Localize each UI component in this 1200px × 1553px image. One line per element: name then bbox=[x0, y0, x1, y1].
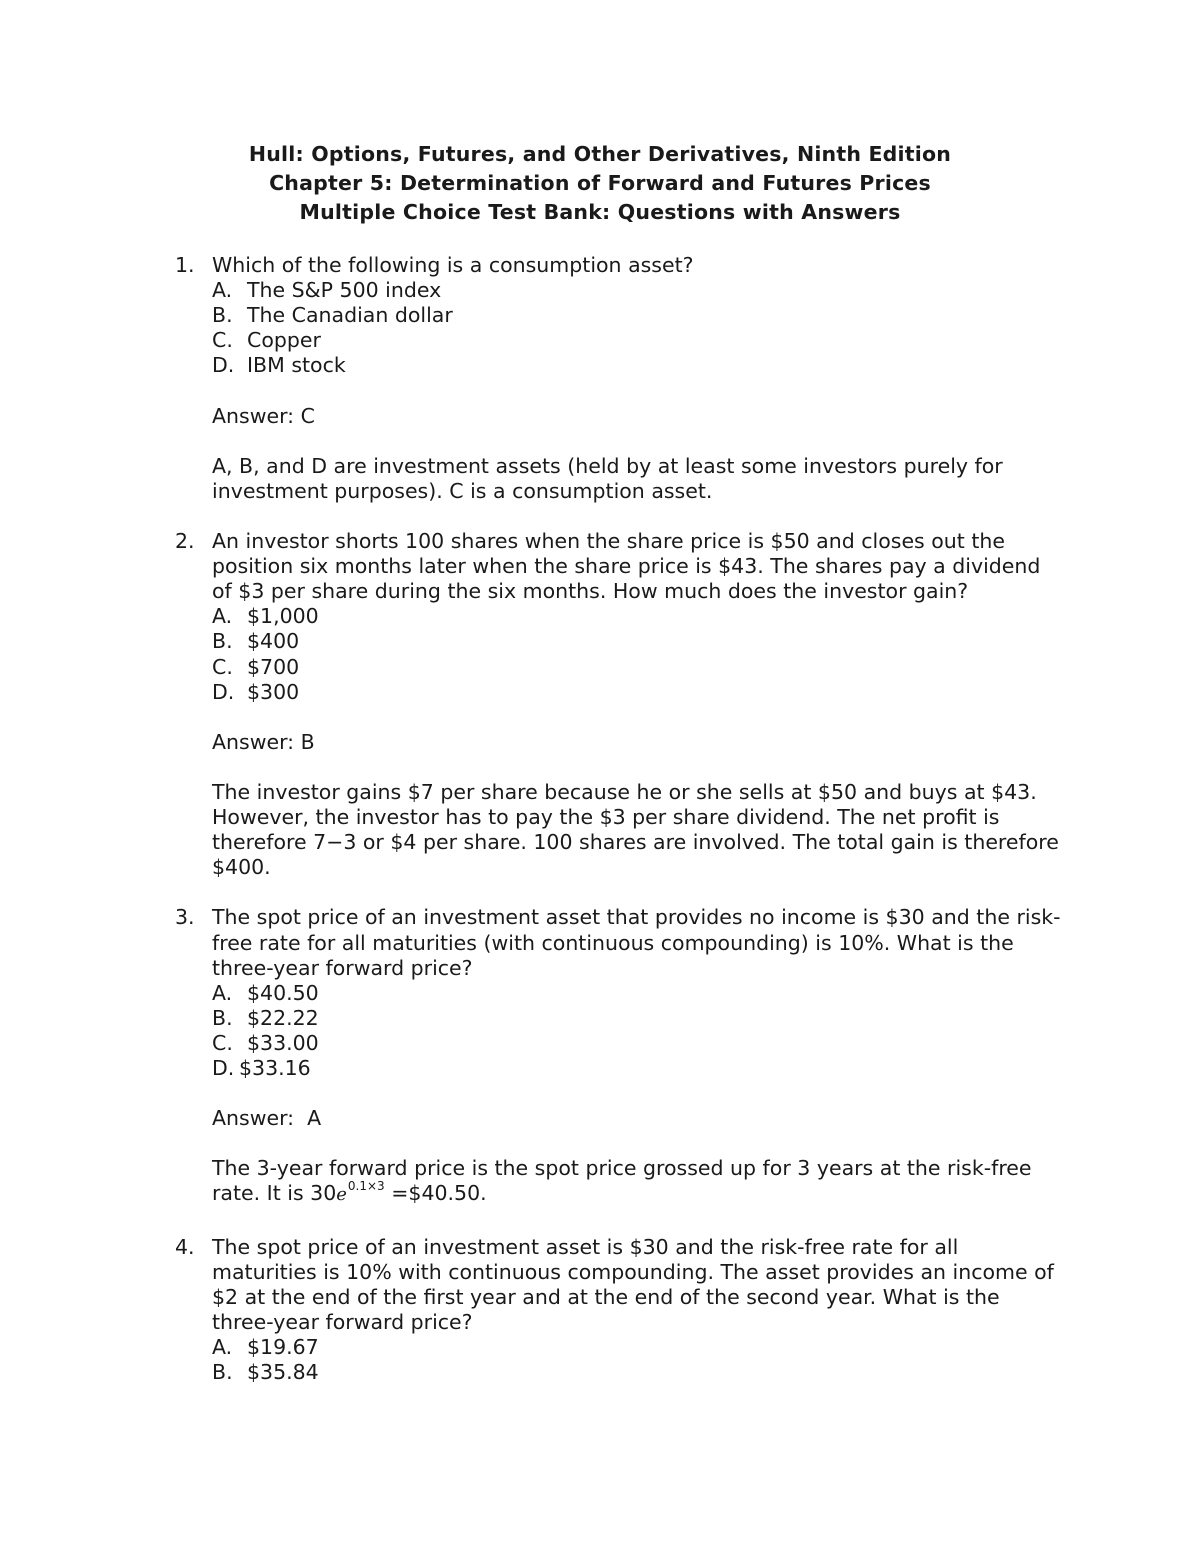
question-number: 3. bbox=[175, 905, 195, 930]
option-text: $700 bbox=[247, 654, 300, 679]
option-text: $40.50 bbox=[247, 980, 319, 1005]
option-c bbox=[212, 1031, 1062, 1056]
option-text: The Canadian dollar bbox=[247, 303, 453, 328]
option-text: $400 bbox=[247, 629, 300, 654]
question-text: The spot price of an investment asset that provides no income is $30 and the risk-free rate for all maturities (with continuous compounding) is 10%. What is the three-year forward price? bbox=[212, 905, 1061, 980]
option-letter: B. bbox=[212, 303, 233, 328]
option-letter: D. bbox=[212, 353, 235, 378]
option-letter: A. bbox=[212, 980, 233, 1005]
option-d bbox=[212, 1056, 1062, 1081]
option-text: $19.67 bbox=[247, 1335, 319, 1360]
question-4 bbox=[0, 1235, 1062, 1386]
explanation: A, B, and D are investment assets (held by at least some investors purely for investment purposes). C is a consumption asset. bbox=[212, 453, 1003, 503]
answer: Answer: A bbox=[212, 1106, 322, 1131]
option-a bbox=[212, 1335, 1062, 1360]
option-b bbox=[212, 1006, 1062, 1031]
chapter-title: Chapter 5: Determination of Forward and Futures Prices bbox=[269, 170, 931, 195]
option-d bbox=[212, 680, 1062, 705]
option-text: $300 bbox=[247, 679, 300, 704]
option-b bbox=[212, 303, 1062, 328]
test-bank-title: Multiple Choice Test Bank: Questions with Answers bbox=[299, 199, 901, 224]
option-text: $1,000 bbox=[247, 604, 319, 629]
option-text: $33.00 bbox=[247, 1030, 319, 1055]
option-a bbox=[212, 981, 1062, 1006]
document-header bbox=[0, 140, 1200, 226]
book-title: Hull: Options, Futures, and Other Derivatives, Ninth Edition bbox=[248, 142, 952, 166]
euler-e: e bbox=[336, 1184, 347, 1206]
option-letter: B. bbox=[212, 629, 233, 654]
explanation: The investor gains $7 per share because he or she sells at $50 and buys at $43. However, the investor has to pay the $3 per share dividend. The net profit is therefore 7−3 or $4 per share. 100 shares are involved. The total gain is therefore $400. bbox=[212, 779, 1059, 880]
option-text: Copper bbox=[247, 328, 321, 353]
option-b bbox=[212, 1360, 1062, 1385]
option-a bbox=[212, 604, 1062, 629]
question-number: 1. bbox=[175, 253, 195, 277]
exponent: 0.1×3 bbox=[347, 1179, 385, 1194]
question-3 bbox=[0, 905, 1062, 1209]
option-d bbox=[212, 353, 1062, 378]
answer: Answer: C bbox=[212, 403, 315, 428]
explanation-result: =$40.50. bbox=[384, 1181, 487, 1206]
question-text: The spot price of an investment asset is $30 and the risk-free rate for all maturities is 10% with continuous compounding. The asset provides an income of $2 at the end of the first year and at the end of the second year. What is the three-year forward price? bbox=[212, 1234, 1054, 1334]
option-letter: C. bbox=[212, 1030, 233, 1055]
explanation-text: The 3-year forward price is the spot price grossed up for 3 years at the risk-free rate. It is 30 bbox=[212, 1156, 1032, 1206]
option-text: IBM stock bbox=[247, 353, 346, 378]
question-2 bbox=[0, 529, 1062, 880]
option-letter: C. bbox=[212, 328, 233, 353]
option-b bbox=[212, 629, 1062, 654]
option-a bbox=[212, 278, 1062, 303]
option-letter: D. bbox=[212, 1056, 235, 1080]
option-letter: A. bbox=[212, 278, 233, 303]
explanation bbox=[212, 1156, 1062, 1209]
question-text: Which of the following is a consumption asset? bbox=[212, 253, 694, 277]
option-c bbox=[212, 655, 1062, 680]
question-list bbox=[0, 253, 1200, 1410]
question-number: 4. bbox=[175, 1234, 195, 1259]
option-text: $22.22 bbox=[247, 1005, 319, 1030]
option-letter: A. bbox=[212, 604, 233, 629]
option-letter: A. bbox=[212, 1335, 233, 1360]
option-c bbox=[212, 328, 1062, 353]
question-number: 2. bbox=[175, 529, 195, 554]
option-letter: B. bbox=[212, 1005, 233, 1030]
question-text: An investor shorts 100 shares when the share price is $50 and closes out the position six months later when the share price is $43. The shares pay a dividend of $3 per share during the six months. How much does the investor gain? bbox=[212, 529, 1041, 604]
option-text: The S&P 500 index bbox=[247, 278, 442, 303]
option-text: $35.84 bbox=[247, 1360, 319, 1385]
option-letter: B. bbox=[212, 1360, 233, 1385]
option-text: $33.16 bbox=[239, 1056, 311, 1080]
answer: Answer: B bbox=[212, 729, 315, 754]
option-letter: C. bbox=[212, 654, 233, 679]
question-1 bbox=[0, 253, 1062, 504]
option-letter: D. bbox=[212, 679, 235, 704]
